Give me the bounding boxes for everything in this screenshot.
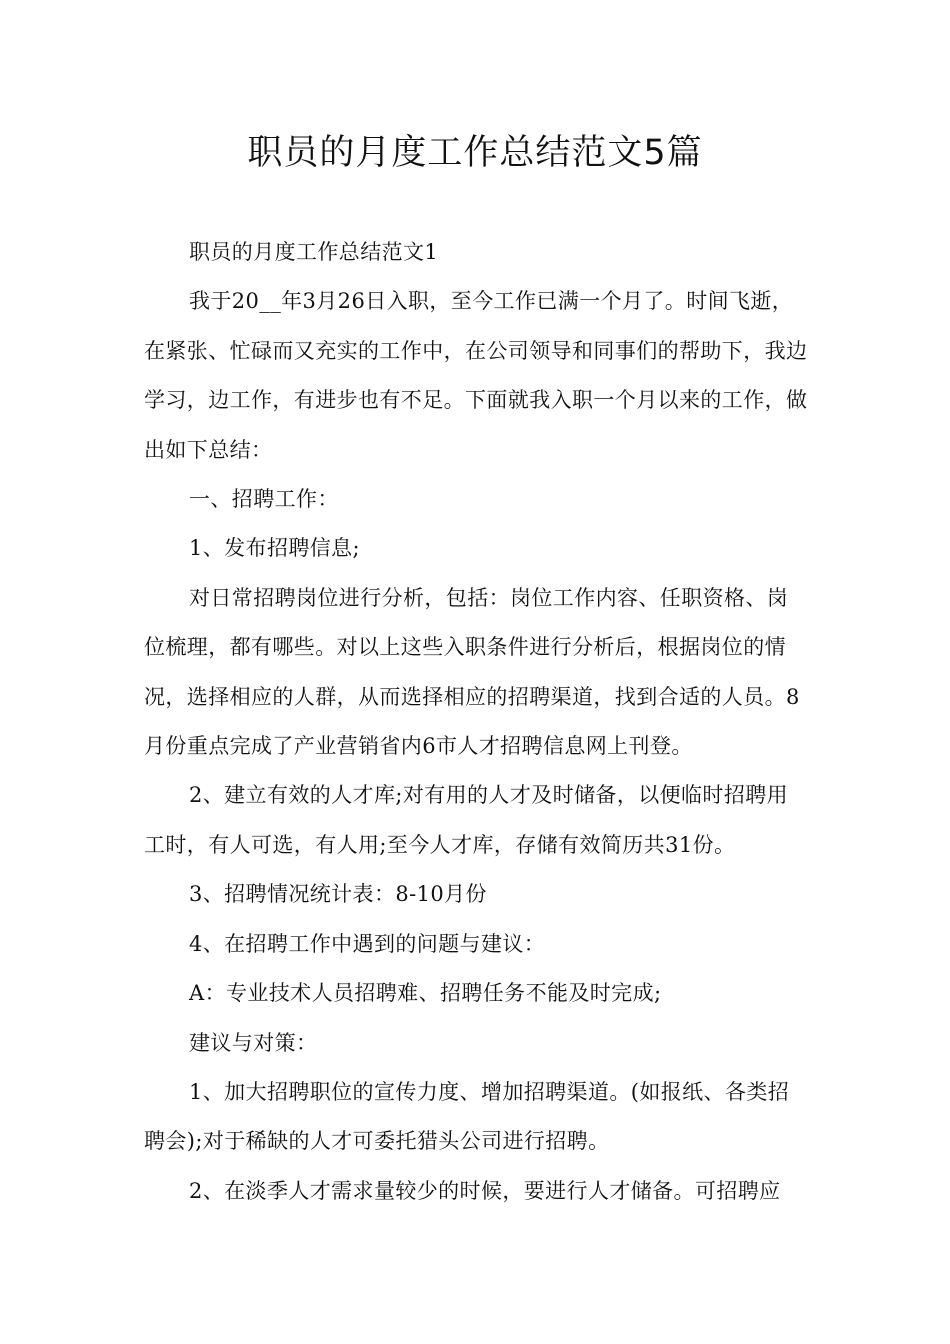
paragraph: 2、在淡季人才需求量较少的时候，要进行人才储备。可招聘应 xyxy=(189,1178,781,1203)
document-title: 职员的月度工作总结范文5篇 xyxy=(247,133,703,173)
paragraph: 建议与对策： xyxy=(189,1030,318,1055)
paragraph: 3、招聘情况统计表：8-10月份 xyxy=(189,882,487,907)
paragraph: 1、加大招聘职位的宣传力度、增加招聘渠道。(如报纸、各类招聘会);对于稀缺的人才可委托猎头公司进行招聘。 xyxy=(144,1079,790,1154)
paragraph: 4、在招聘工作中遇到的问题与建议： xyxy=(189,931,546,956)
paragraph: 2、建立有效的人才库;对有用的人才及时储备，以便临时招聘用工时，有人可选，有人用;至今人才库，存储有效简历共31份。 xyxy=(144,783,789,857)
paragraph: 我于20__年3月26日入职，至今工作已满一个月了。时间飞逝，在紧张、忙碌而又充实的工作中，在公司领导和同事们的帮助下，我边学习，边工作，有进步也有不足。下面就我入职一个月以来的工作，做出如下总结： xyxy=(144,289,808,462)
paragraph: 对日常招聘岗位进行分析，包括：岗位工作内容、任职资格、岗位梳理，都有哪些。对以上这些入职条件进行分析后，根据岗位的情况，选择相应的人群，从而选择相应的招聘渠道，找到合适的人员。8月份重点完成了产业营销省内6市人才招聘信息网上刊登。 xyxy=(144,585,800,759)
paragraph: A：专业技术人员招聘难、招聘任务不能及时完成; xyxy=(189,981,662,1006)
section-heading: 职员的月度工作总结范文1 xyxy=(189,240,439,264)
document-body xyxy=(144,228,808,1216)
paragraph: 1、发布招聘信息; xyxy=(189,536,361,561)
paragraph: 一、招聘工作： xyxy=(189,487,339,512)
